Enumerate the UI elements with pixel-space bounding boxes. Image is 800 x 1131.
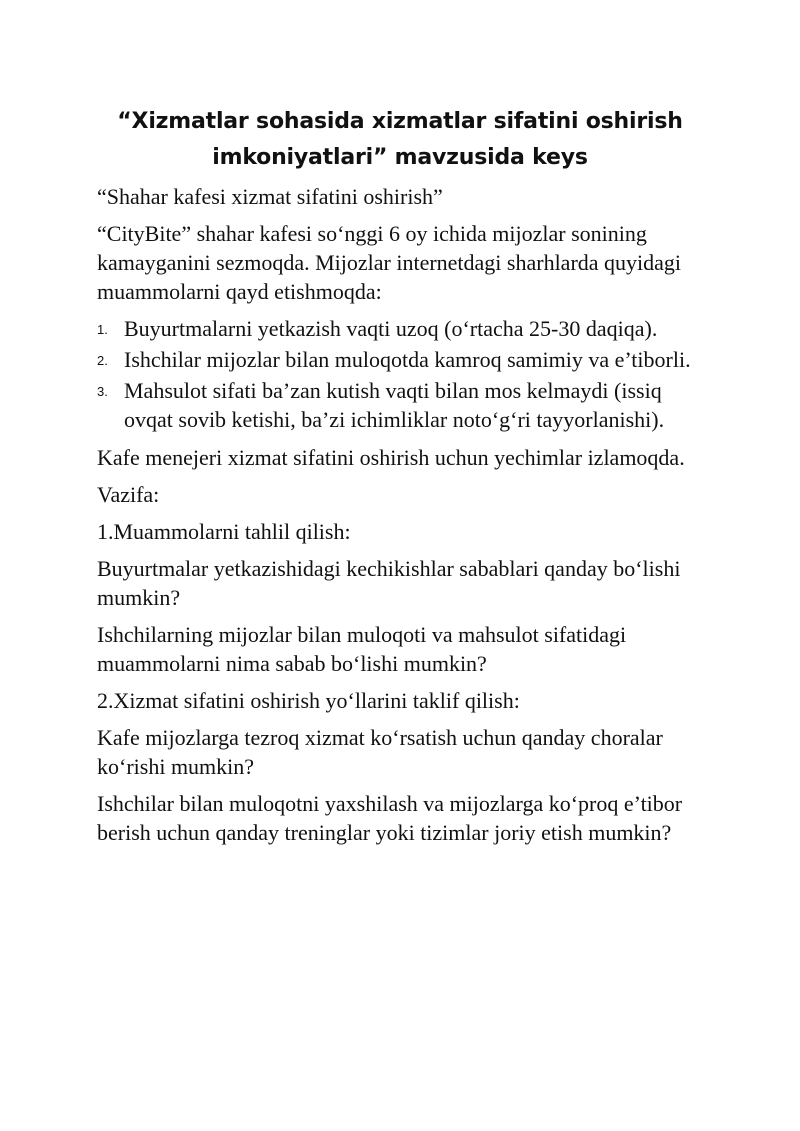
case-subtitle: “Shahar kafesi xizmat sifatini oshirish”: [97, 184, 443, 209]
list-item-text: Buyurtmalarni yetkazish vaqti uzoq (o‘rtacha 25-30 daqiqa).: [124, 316, 658, 341]
document-title: “Xizmatlar sohasida xizmatlar sifatini oshirish imkoniyatlari” mavzusida keys: [117, 109, 683, 170]
section1-heading: 1.Muammolarni tahlil qilish:: [97, 519, 351, 544]
list-item-number: 1.: [97, 322, 108, 337]
list-item: [97, 376, 707, 434]
manager-note: Kafe menejeri xizmat sifatini oshirish uchun yechimlar izlamoqda.: [97, 445, 685, 470]
document-page: [97, 104, 707, 855]
list-item-number: 2.: [97, 353, 108, 368]
intro-paragraph: “CityBite” shahar kafesi so‘nggi 6 oy ichida mijozlar sonining kamayganini sezmoqda. Mijozlar internetdagi sharhlarda quyidagi muammolarni qayd etishmoqda:: [97, 221, 682, 304]
section1-question-1: Buyurtmalar yetkazishidagi kechikishlar sabablari qanday bo‘lishi mumkin?: [97, 556, 681, 610]
list-item-number: 3.: [97, 384, 108, 399]
list-item-text: Mahsulot sifati ba’zan kutish vaqti bilan mos kelmaydi (issiq ovqat sovib ketishi, ba’zi ichimliklar noto‘g‘ri tayyorlanishi).: [124, 378, 665, 432]
problems-list: [97, 314, 707, 434]
section1-question-2: Ishchilarning mijozlar bilan muloqoti va mahsulot sifatidagi muammolarni nima sabab bo‘lishi mumkin?: [97, 622, 627, 676]
list-item: [97, 345, 707, 374]
section2-heading: 2.Xizmat sifatini oshirish yo‘llarini taklif qilish:: [97, 688, 520, 713]
section2-question-1: Kafe mijozlarga tezroq xizmat ko‘rsatish uchun qanday choralar ko‘rishi mumkin?: [97, 725, 663, 779]
list-item: [97, 314, 707, 343]
section2-question-2: Ishchilar bilan muloqotni yaxshilash va mijozlarga ko‘proq e’tibor berish uchun qanday treninglar yoki tizimlar joriy etish mumkin?: [97, 791, 683, 845]
list-item-text: Ishchilar mijozlar bilan muloqotda kamroq samimiy va e’tiborli.: [124, 347, 691, 372]
task-heading: Vazifa:: [97, 482, 160, 507]
